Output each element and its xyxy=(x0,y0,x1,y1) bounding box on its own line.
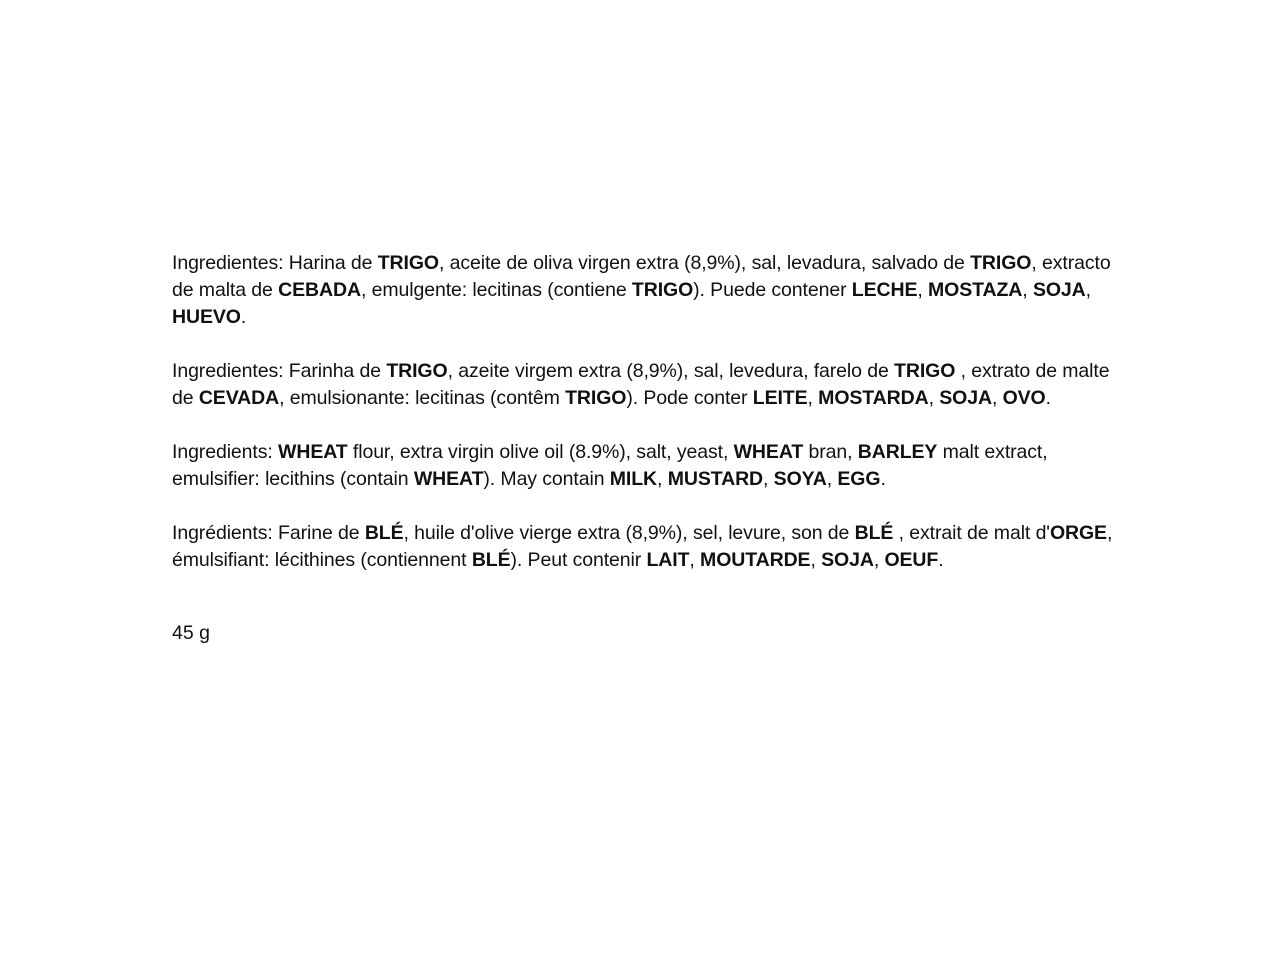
allergen-text: MOUTARDE xyxy=(700,549,811,571)
ingredient-text: , xyxy=(928,387,940,409)
ingredient-text: , emulsionante: lecitinas (contêm xyxy=(279,387,566,409)
ingredient-text: , xyxy=(657,468,668,490)
ingredient-text: , xyxy=(826,468,838,490)
allergen-text: MUSTARD xyxy=(667,468,764,490)
ingredient-text: ). Peut contenir xyxy=(510,549,647,571)
ingredient-text: Ingredients: xyxy=(172,441,279,463)
ingredient-text: , xyxy=(807,387,819,409)
ingredients-paragraph-pt xyxy=(172,358,1122,412)
allergen-text: TRIGO xyxy=(970,252,1032,274)
allergen-text: LAIT xyxy=(646,549,690,571)
ingredient-text: , xyxy=(873,549,885,571)
ingredient-text: bran, xyxy=(803,441,858,463)
ingredients-paragraph-fr xyxy=(172,520,1122,574)
allergen-text: BLÉ xyxy=(854,522,894,544)
ingredient-text: , xyxy=(917,279,929,301)
allergen-text: LECHE xyxy=(851,279,918,301)
allergen-text: TRIGO xyxy=(631,279,694,301)
allergen-text: HUEVO xyxy=(172,306,241,328)
ingredient-text: , xyxy=(991,387,1003,409)
allergen-text: OVO xyxy=(1002,387,1046,409)
allergen-text: BLÉ xyxy=(471,549,511,571)
allergen-text: WHEAT xyxy=(278,441,348,463)
allergen-text: TRIGO xyxy=(386,360,448,382)
ingredient-text: , xyxy=(689,549,701,571)
ingredient-text: ). Pode conter xyxy=(626,387,753,409)
allergen-text: CEBADA xyxy=(278,279,361,301)
ingredient-text: , extrato de malte de xyxy=(172,360,1110,409)
allergen-text: TRIGO xyxy=(894,360,956,382)
ingredient-text: ). Puede contener xyxy=(693,279,852,301)
allergen-text: TRIGO xyxy=(377,252,439,274)
allergen-text: BARLEY xyxy=(857,441,938,463)
allergen-text: WHEAT xyxy=(413,468,484,490)
ingredient-text: , emulgente: lecitinas (contiene xyxy=(360,279,632,301)
allergen-text: LEITE xyxy=(752,387,808,409)
ingredient-text: malt extract, emulsifier: lecithins (contain xyxy=(172,441,1048,490)
allergen-text: WHEAT xyxy=(733,441,804,463)
ingredients-paragraph-en xyxy=(172,439,1122,493)
allergen-text: MOSTAZA xyxy=(928,279,1023,301)
allergen-text: BLÉ xyxy=(364,522,404,544)
net-weight: 45 g xyxy=(172,622,210,644)
ingredient-text: , azeite virgem extra (8,9%), sal, levedura, farelo de xyxy=(447,360,895,382)
ingredient-text: , xyxy=(810,549,822,571)
ingredients-paragraph-es xyxy=(172,250,1122,331)
ingredient-text: ). May contain xyxy=(483,468,610,490)
ingredient-text: . xyxy=(240,306,247,328)
allergen-text: OEUF xyxy=(884,549,939,571)
ingredient-text: , huile d'olive vierge extra (8,9%), sel, levure, son de xyxy=(403,522,855,544)
ingredient-text: Ingredientes: Farinha de xyxy=(172,360,387,382)
allergen-text: SOJA xyxy=(821,549,874,571)
allergen-text: ORGE xyxy=(1049,522,1107,544)
allergen-text: SOJA xyxy=(939,387,992,409)
ingredient-text: Ingredientes: Harina de xyxy=(172,252,378,274)
ingredient-text: flour, extra virgin olive oil (8.9%), salt, yeast, xyxy=(347,441,734,463)
allergen-text: EGG xyxy=(837,468,881,490)
ingredients-document xyxy=(172,250,1122,647)
ingredient-text: , xyxy=(1085,279,1091,301)
allergen-text: MOSTARDA xyxy=(818,387,929,409)
ingredient-text: , xyxy=(1022,279,1033,301)
ingredient-text: . xyxy=(938,549,944,571)
allergen-text: MILK xyxy=(609,468,658,490)
ingredient-text: , extrait de malt d' xyxy=(893,522,1050,544)
allergen-text: SOYA xyxy=(773,468,827,490)
ingredient-text: . xyxy=(880,468,886,490)
ingredient-text: , xyxy=(763,468,774,490)
ingredient-text: Ingrédients: Farine de xyxy=(172,522,365,544)
ingredient-text: , aceite de oliva virgen extra (8,9%), sal, levadura, salvado de xyxy=(438,252,971,274)
ingredient-text: , émulsifiant: lécithines (contiennent xyxy=(172,522,1113,571)
allergen-text: CEVADA xyxy=(198,387,280,409)
allergen-text: SOJA xyxy=(1032,279,1086,301)
ingredient-text: , extracto de malta de xyxy=(172,252,1111,301)
allergen-text: TRIGO xyxy=(565,387,627,409)
ingredient-text: . xyxy=(1045,387,1051,409)
